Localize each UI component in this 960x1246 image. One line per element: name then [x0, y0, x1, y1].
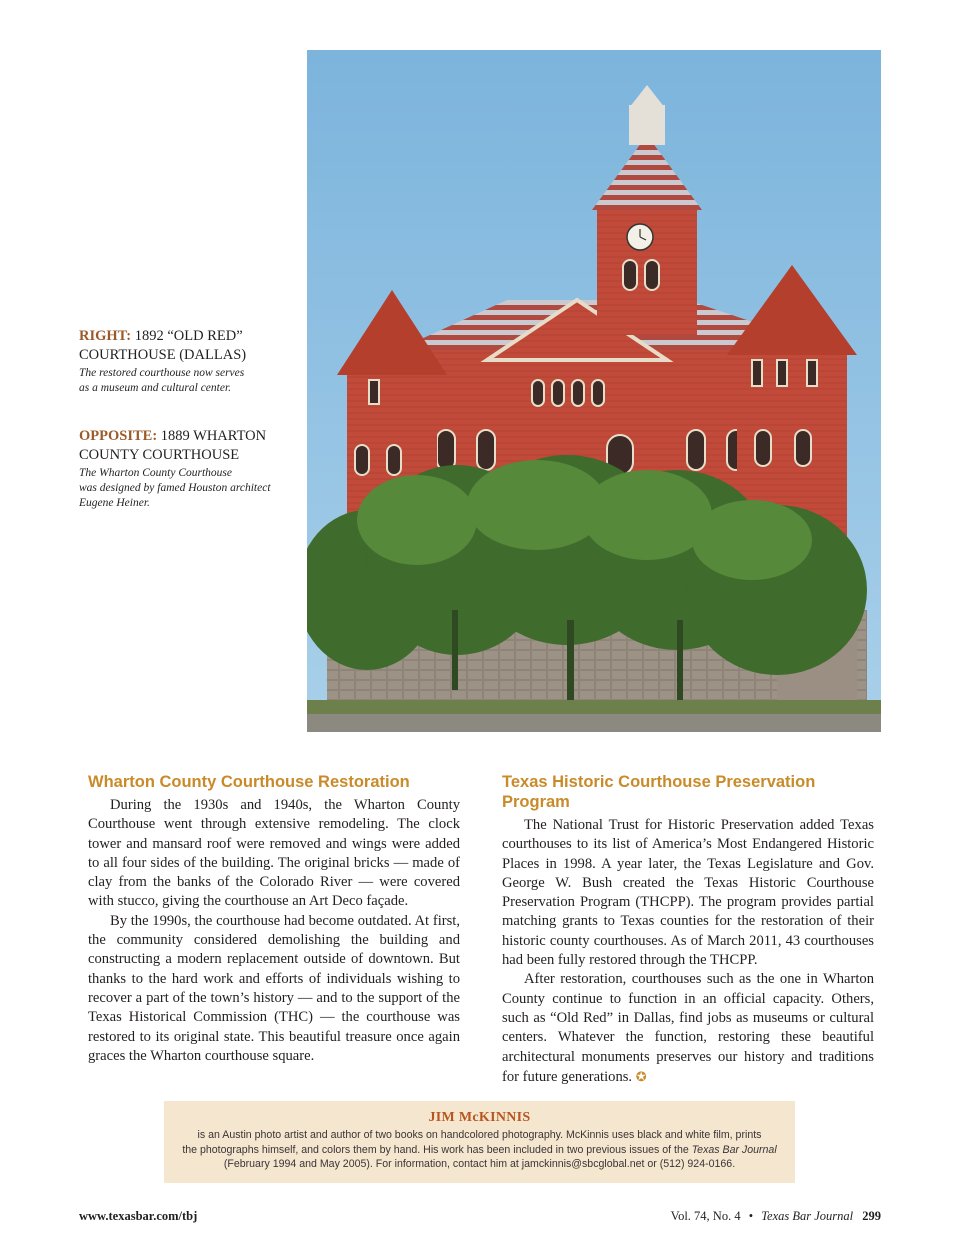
caption-description: The restored courthouse now serves	[79, 367, 245, 379]
footer-journal: Texas Bar Journal	[761, 1209, 854, 1223]
article-paragraph: During the 1930s and 1940s, the Wharton County Courthouse went through extensive remodeling. The clock tower and mansard roof were removed and wings were added to all four sides of the building. The original bricks — made of clay from the banks of the Colorado River — were covered with stucco, giving the courthouse an Art Deco façade.	[88, 797, 460, 910]
caption-description: Eugene Heiner.	[79, 497, 150, 509]
caption-opposite	[79, 427, 299, 511]
article-paragraph: The National Trust for Historic Preservation added Texas courthouses to its list of America’s Most Endangered Historic Places in 1998. A year later, the Texas Legislature and Gov. George W. Bush created the Texas Historic Courthouse Preservation Program (THCPP). The program provides partial matching grants to Texas counties for the restoration of their historic county courthouses. As of March 2011, 43 courthouses had been fully restored through the THCPP.	[502, 817, 874, 969]
caption-title: COURTHOUSE (DALLAS)	[79, 347, 247, 363]
caption-title: 1889 WHARTON	[157, 428, 267, 444]
article-title: Wharton County Courthouse Restoration	[88, 773, 410, 791]
caption-title: 1892 “OLD RED”	[131, 328, 243, 344]
article-paragraph: By the 1990s, the courthouse had become outdated. At first, the community considered demolishing the building and constructing a modern replacement outside of downtown. But thanks to the hard work and efforts of individuals wishing to recover a part of the town’s history — and to the support of the Texas Historical Commission (THC) — the courthouse was restored to its original state. This beautiful treasure once again graces the Wharton courthouse square.	[88, 912, 460, 1064]
footer-volume: Vol. 74, No. 4	[670, 1209, 741, 1223]
footer-issue-info	[671, 1209, 881, 1224]
caption-description: was designed by famed Houston architect	[79, 482, 271, 494]
page-number: 299	[862, 1209, 881, 1223]
caption-description: The Wharton County Courthouse	[79, 467, 233, 479]
caption-right	[79, 327, 299, 396]
article-preservation-program	[502, 772, 874, 1087]
article-wharton-restoration	[88, 772, 460, 1066]
article-paragraph: After restoration, courthouses such as the one in Wharton County continue to function in an official capacity. Others, such as “Old Red” in Dallas, find jobs as museums or cultural centers. Whatever the function, restoring these beautiful architectural monuments preserves our history and traditions for future generations. ✪	[502, 971, 874, 1085]
caption-lead: OPPOSITE:	[79, 428, 158, 444]
end-mark-icon: ✪	[635, 1068, 647, 1084]
author-name: JIM McKINNIS	[428, 1110, 531, 1125]
footer-bullet: •	[748, 1209, 754, 1223]
author-bio-text: is an Austin photo artist and author of two books on handcolored photography. McKinnis uses black and white film, prints the photographs himself, and colors them by hand. His work has been included in two previous issues of the Texas Bar Journal (February 1994 and May 2005). For information, contact him at jamckinnis@sbcglobal.net or (512) 924-0166.	[182, 1129, 777, 1171]
caption-description: as a museum and cultural center.	[79, 382, 232, 394]
article-title: Texas Historic Courthouse Preservation Program	[502, 773, 816, 811]
courthouse-photo	[307, 50, 881, 732]
caption-title: COUNTY COURTHOUSE	[79, 447, 240, 463]
author-bio-box	[164, 1101, 795, 1183]
footer-url[interactable]: www.texasbar.com/tbj	[79, 1209, 198, 1223]
caption-lead: RIGHT:	[79, 328, 132, 344]
